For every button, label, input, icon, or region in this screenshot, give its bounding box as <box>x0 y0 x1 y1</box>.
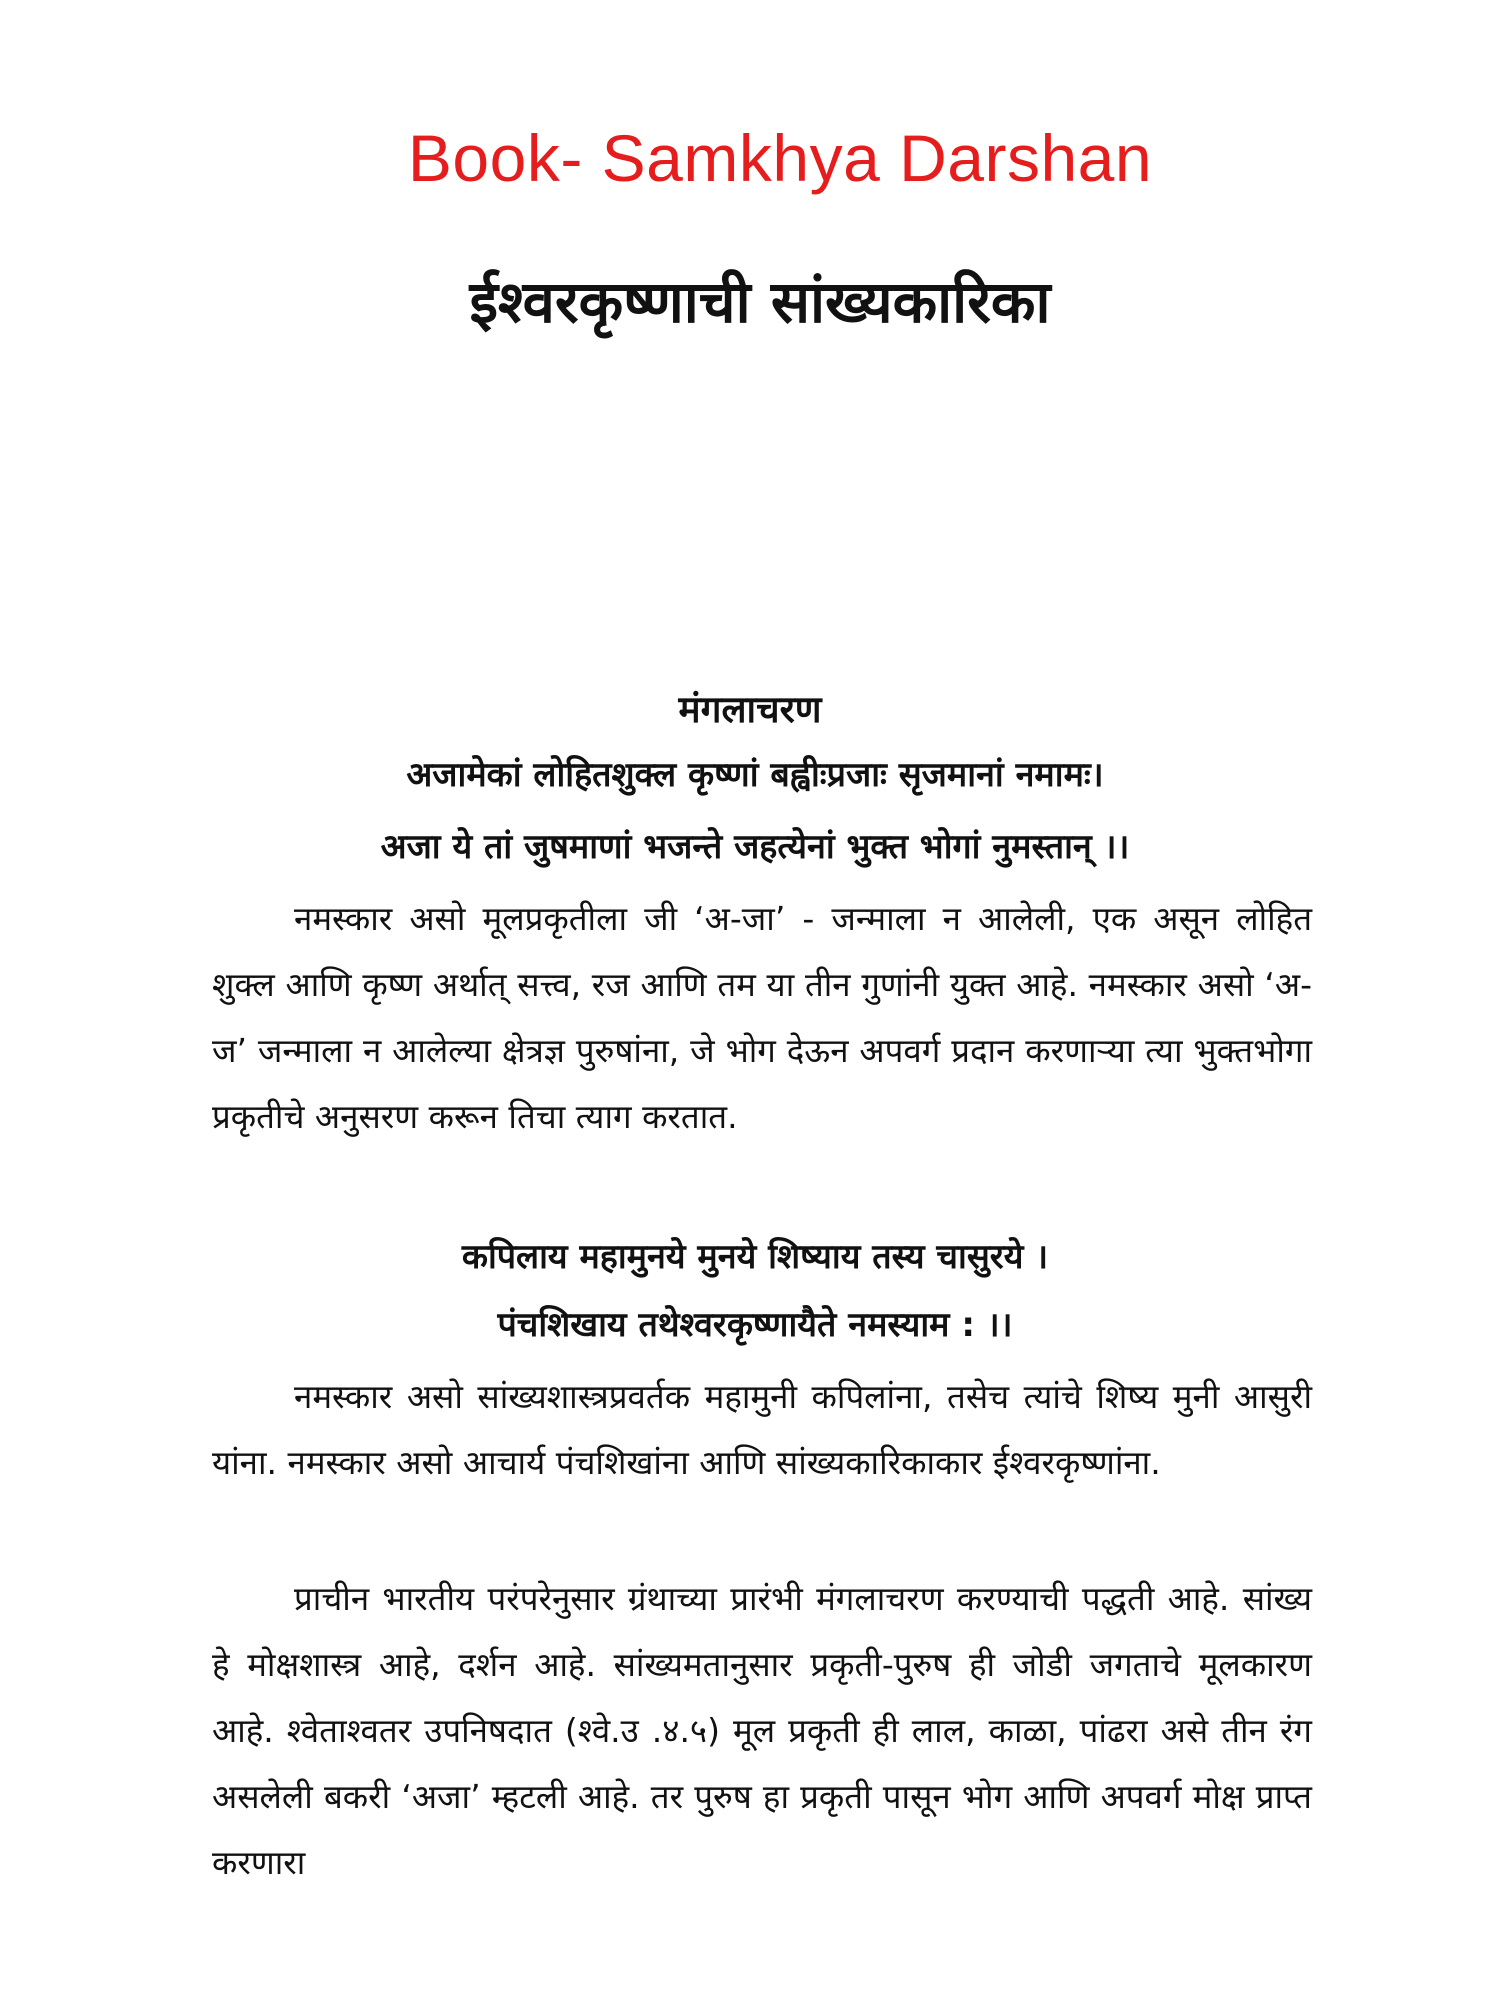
paragraph-3: प्राचीन भारतीय परंपरेनुसार ग्रंथाच्या प्रारंभी मंगलाचरण करण्याची पद्धती आहे. सांख्य हे मोक्षशास्त्र आहे, दर्शन आहे. सांख्यमतानुसार प्रकृती-पुरुष ही जोडी जगताचे मूलकारण आहे. श्वेताश्वतर उपनिषदात (श्वे.उ .४.५) मूल प्रकृती ही लाल, काळा, पांढरा असे तीन रंग असलेली बकरी ‘अजा’ म्हटली आहे. तर पुरुष हा प्रकृती पासून भोग आणि अपवर्ग मोक्ष प्राप्त करणारा <box>212 1579 1312 1882</box>
paragraph-1: नमस्कार असो मूलप्रकृतीला जी ‘अ-जा’ - जन्माला न आलेली, एक असून लोहित शुक्ल आणि कृष्ण अर्थात् सत्त्व, रज आणि तम या तीन गुणांनी युक्त आहे. नमस्कार असो ‘अ-ज’ जन्माला न आलेल्या क्षेत्रज्ञ पुरुषांना, जे भोग देऊन अपवर्ग प्रदान करणाऱ्या त्या भुक्तभोगा प्रकृतीचे अनुसरण करून तिचा त्याग करतात. <box>212 899 1312 1136</box>
verse-1-line-2: अजा ये तां जुषमाणां भजन्ते जहत्येनां भुक्त भोगां नुमस्तान् ।। <box>380 827 1130 867</box>
book-label: Book- Samkhya Darshan <box>407 121 1153 195</box>
paragraph-2: नमस्कार असो सांख्यशास्त्रप्रवर्तक महामुनी कपिलांना, तसेच त्यांचे शिष्य मुनी आसुरी यांना. नमस्कार असो आचार्य पंचशिखांना आणि सांख्यकारिकाकार ईश्वरकृष्णांना. <box>212 1377 1312 1482</box>
verse-2-line-2: पंचशिखाय तथेश्वरकृष्णायैते नमस्याम : ।। <box>497 1305 1013 1345</box>
page-title: ईश्वरकृष्णाची सांख्यकारिका <box>469 268 1051 336</box>
verse-2-line-1: कपिलाय महामुनये मुनये शिष्याय तस्य चासुरये । <box>461 1237 1049 1277</box>
verse-1-line-1: अजामेकां लोहितशुक्ल कृष्णां बह्वीःप्रजाः सृजमानां नमामः। <box>406 755 1104 795</box>
section-heading: मंगलाचरण <box>678 688 822 731</box>
